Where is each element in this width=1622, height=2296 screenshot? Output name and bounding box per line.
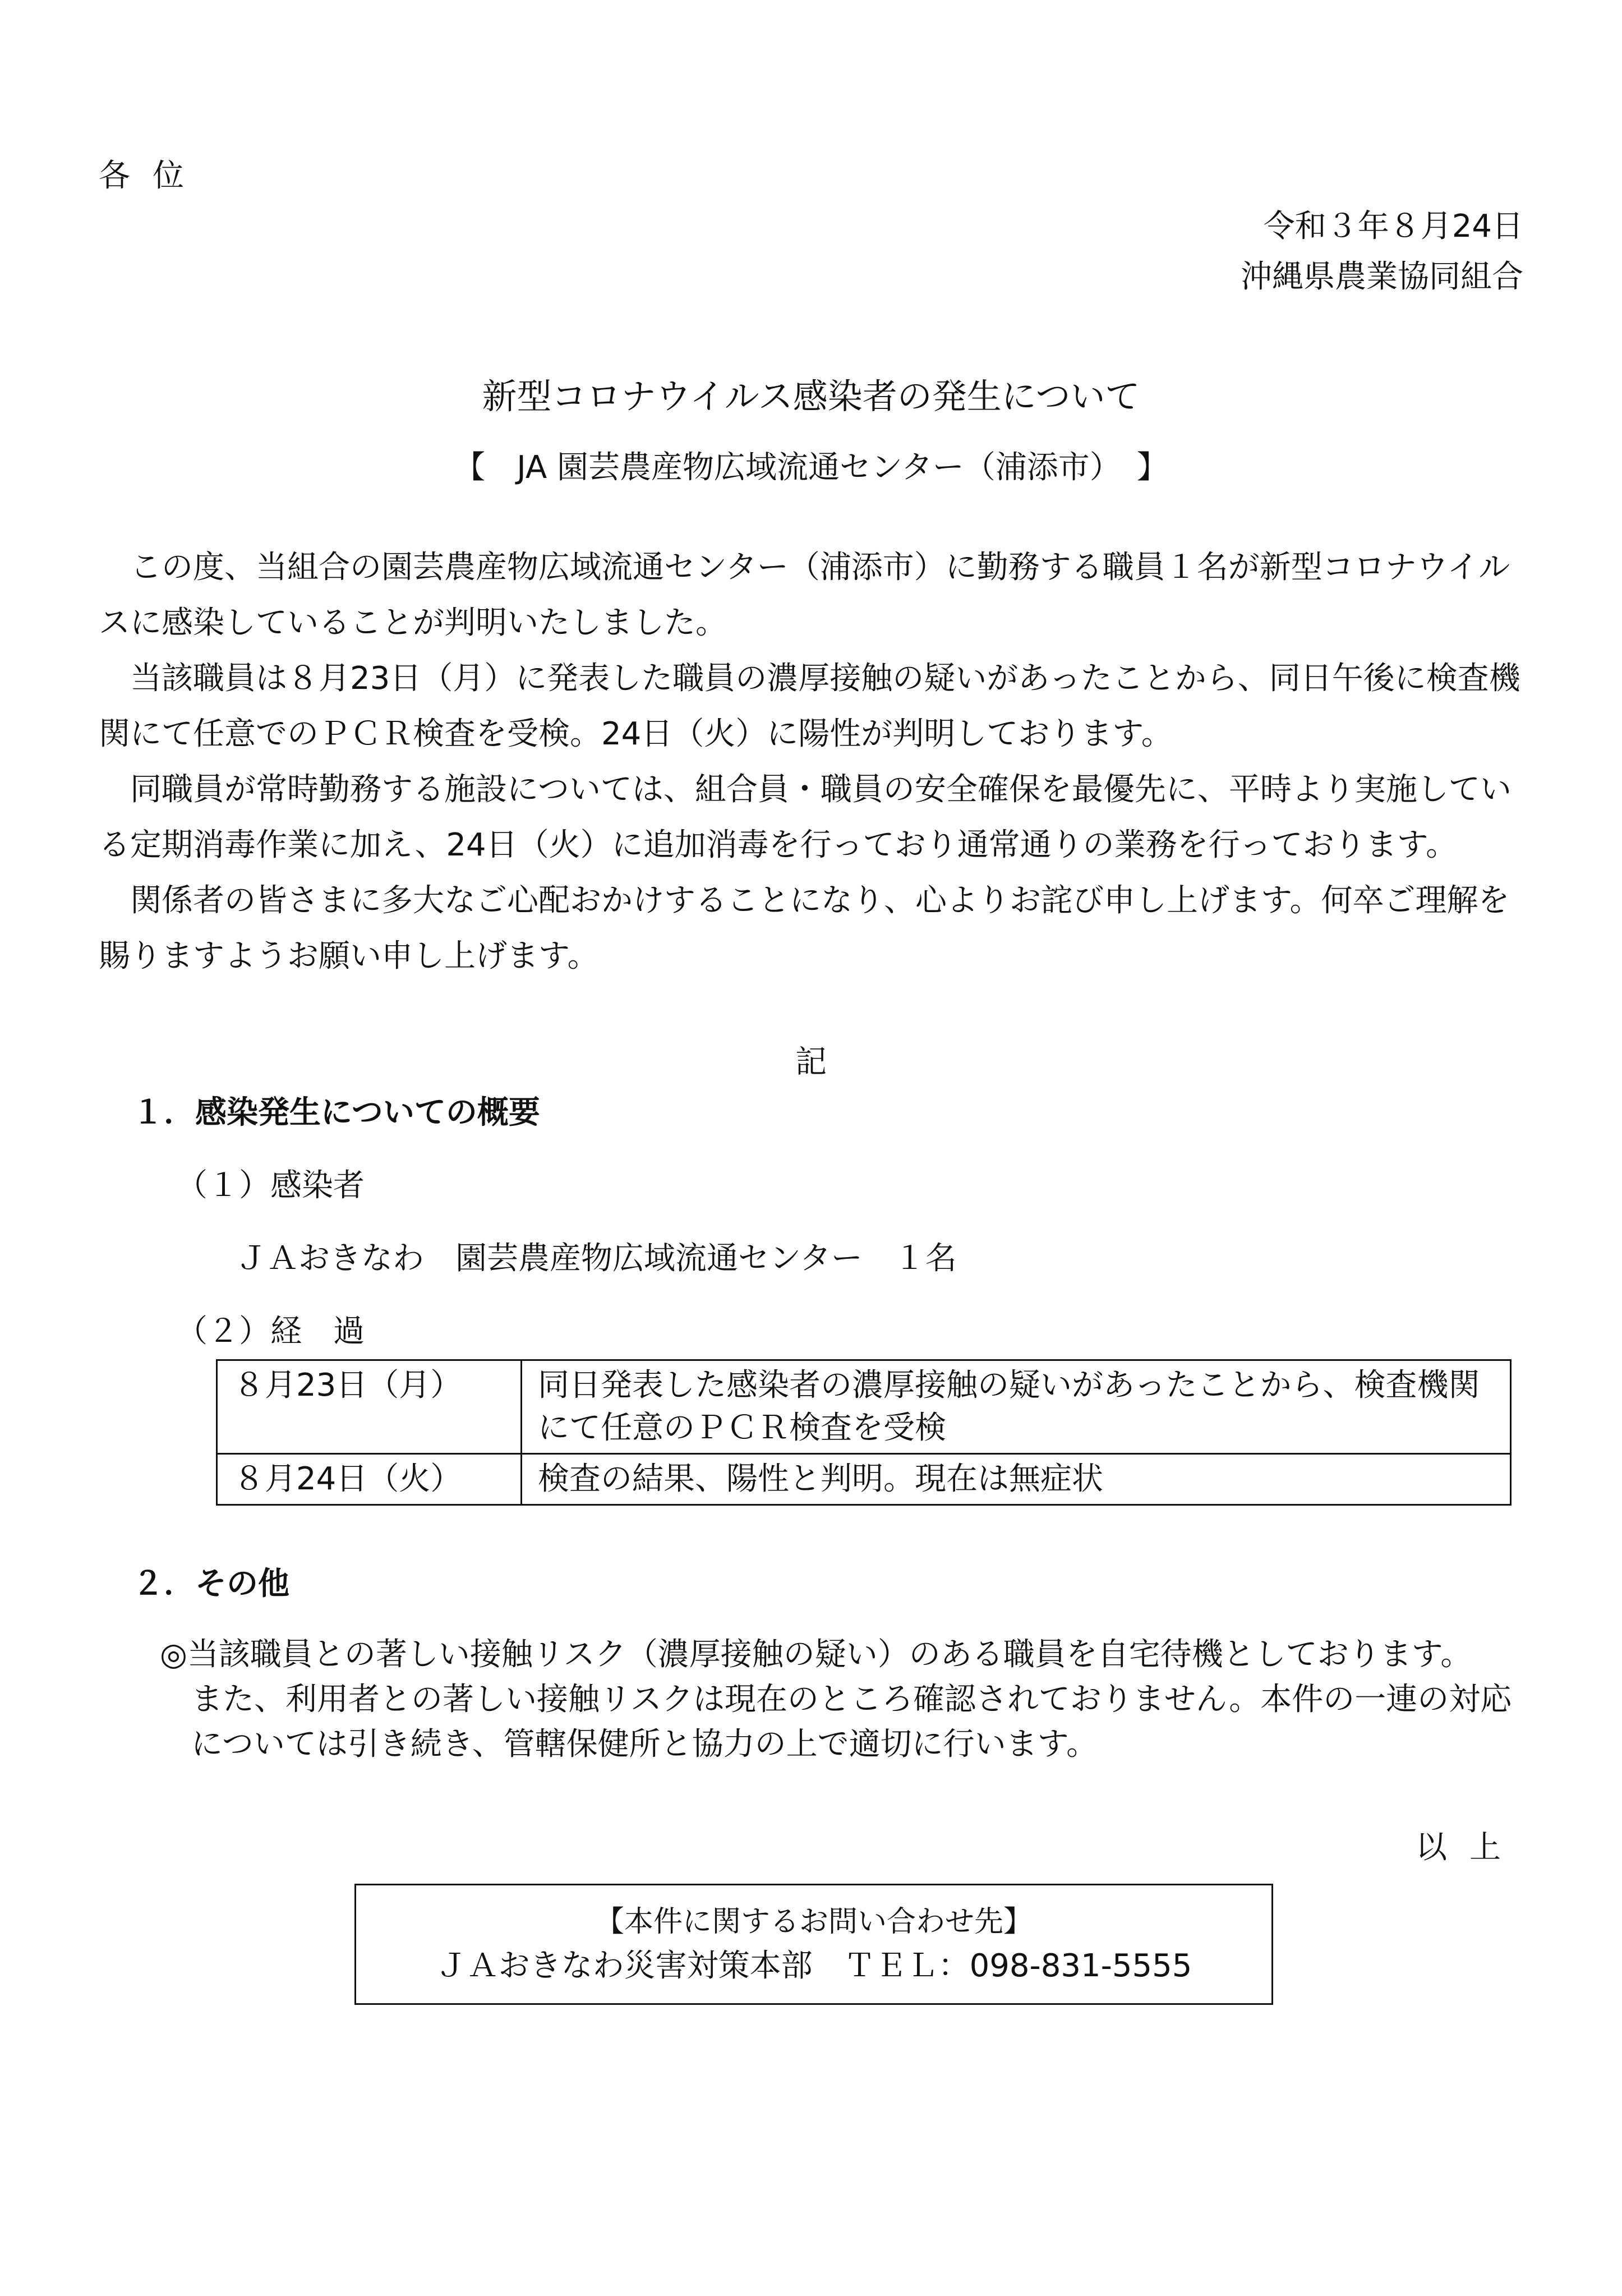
timeline-table bbox=[216, 1359, 1512, 1506]
body-paragraph: 当該職員は８月23日（月）に発表した職員の濃厚接触の疑いがあったことから、同日午後に検査機関にて任意でのＰＣＲ検査を受検。24日（火）に陽性が判明しております。 bbox=[99, 660, 1520, 752]
other-continuation: また、利用者との著しい接触リスクは現在のところ確認されておりません。本件の一連の対応については引き続き、管轄保健所と協力の上で適切に行います。 bbox=[191, 1681, 1512, 1763]
body-paragraph: 関係者の皆さまに多大なご心配おかけすることになり、心よりお詫び申し上げます。何卒ご理解を賜りますようお願い申し上げます。 bbox=[99, 882, 1510, 974]
document-subtitle: 【 JA 園芸農産物広域流通センター（浦添市） 】 bbox=[454, 449, 1168, 486]
table-row bbox=[217, 1360, 1511, 1454]
section1-heading: １．感染発生についての概要 bbox=[132, 1094, 540, 1131]
document-title: 新型コロナウイルス感染者の発生について bbox=[482, 376, 1140, 417]
contact-heading: 【本件に関するお問い合わせ先】 bbox=[595, 1905, 1033, 1939]
timeline-date: ８月23日（月） bbox=[217, 1360, 522, 1454]
timeline-label: （２）経 過 bbox=[176, 1313, 365, 1350]
infected-label: （１）感染者 bbox=[176, 1167, 365, 1204]
other-bullet: ◎当該職員との著しい接触リスク（濃厚接触の疑い）のある職員を自宅待機としております。 bbox=[160, 1636, 1472, 1673]
infected-count: ＪＡおきなわ 園芸農産物広域流通センター １名 bbox=[236, 1240, 957, 1277]
announcement-body bbox=[99, 540, 1523, 984]
ki-marker: 記 bbox=[795, 1044, 827, 1080]
issuer-name: 沖縄県農業協同組合 bbox=[1241, 259, 1523, 295]
section2-heading: ２．その他 bbox=[132, 1566, 289, 1602]
contact-phone-line: ＪＡおきなわ災害対策本部 ＴＥＬ：098-831-5555 bbox=[435, 1948, 1192, 1984]
closing-mark: 以上 bbox=[1416, 1829, 1523, 1866]
contact-box bbox=[354, 1884, 1273, 2005]
issue-date: 令和３年８月24日 bbox=[1263, 208, 1523, 245]
addressee: 各位 bbox=[99, 158, 206, 194]
table-row bbox=[217, 1454, 1511, 1505]
timeline-event: 同日発表した感染者の濃厚接触の疑いがあったことから、検査機関にて任意のＰＣＲ検査を受検 bbox=[522, 1360, 1511, 1454]
body-paragraph: この度、当組合の園芸農産物広域流通センター（浦添市）に勤務する職員１名が新型コロナウイルスに感染していることが判明いたしました。 bbox=[99, 549, 1510, 641]
other-notes bbox=[160, 1632, 1534, 1767]
timeline-date: ８月24日（火） bbox=[217, 1454, 522, 1505]
body-paragraph: 同職員が常時勤務する施設については、組合員・職員の安全確保を最優先に、平時より実施している定期消毒作業に加え、24日（火）に追加消毒を行っており通常通りの業務を行っております。 bbox=[99, 771, 1512, 863]
timeline-event: 検査の結果、陽性と判明。現在は無症状 bbox=[522, 1454, 1511, 1505]
